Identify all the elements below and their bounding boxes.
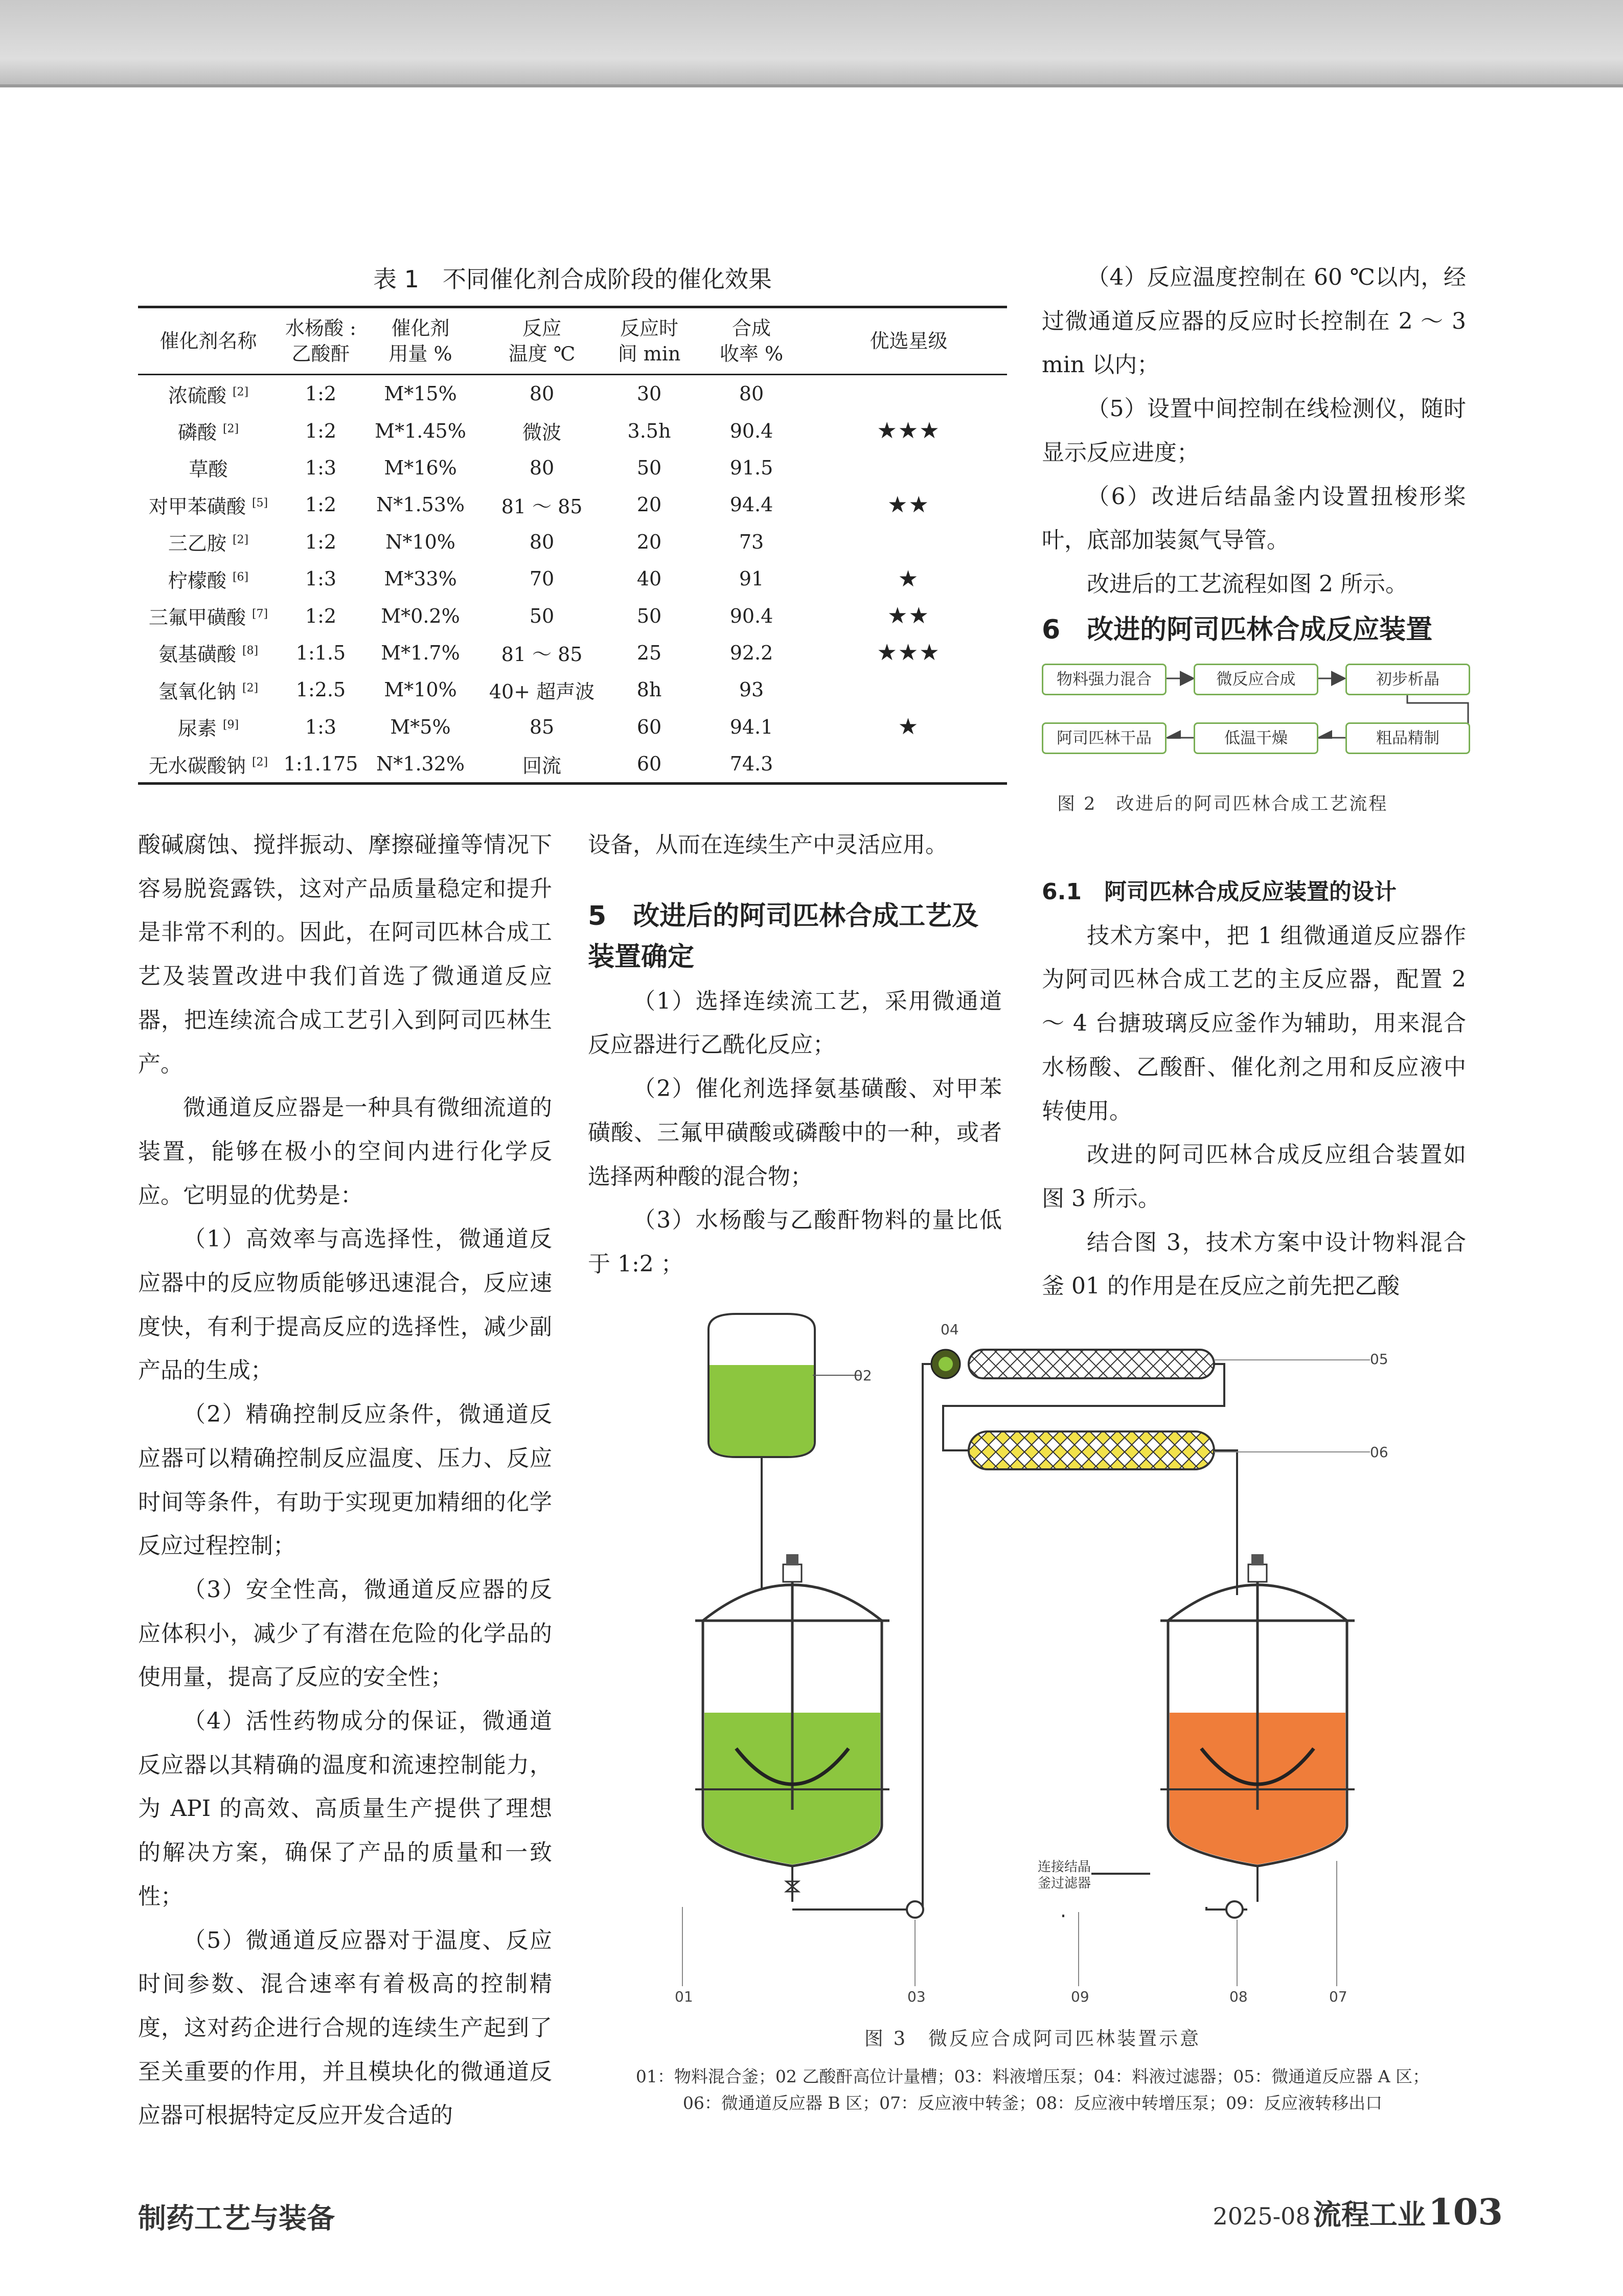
table-cell-time [606, 449, 693, 486]
cell-text: 无水碳酸钠 [148, 754, 246, 777]
cell-text: N*10% [385, 530, 455, 553]
reactor-zone-a [969, 1350, 1214, 1378]
header-text: 催化剂名称 [159, 330, 257, 352]
table-header-row [138, 307, 1007, 375]
left-column [138, 823, 552, 2138]
table-cell-name [138, 671, 279, 708]
table-cell-amount [363, 560, 478, 597]
cell-text: 1:2.5 [295, 678, 346, 701]
table-cell-yield [693, 597, 810, 634]
table-cell-temp [478, 375, 606, 413]
transfer-pump-icon [1226, 1901, 1243, 1918]
table-cell-stars [810, 560, 1007, 597]
cell-text: 73 [739, 530, 764, 553]
table-cell-temp [478, 449, 606, 486]
cell-text: 85 [529, 715, 555, 738]
table-cell-name [138, 709, 279, 745]
table-cell-temp [478, 524, 606, 560]
paragraph: 酸碱腐蚀、搅拌振动、摩擦碰撞等情况下容易脱瓷露铁，这对产品质量稳定和提升是非常不利的。因此，在阿司匹林合成工艺及装置改进中我们首选了微通道反应器，把连续流合成工艺引入到阿司匹林生产。 [138, 832, 552, 1077]
table-cell-temp [478, 745, 606, 784]
right-column-bottom [1042, 864, 1466, 1308]
cell-text: 92.2 [729, 641, 773, 664]
cell-text: 1:3 [305, 567, 337, 590]
paragraph: （1）选择连续流工艺，采用微通道反应器进行乙酰化反应； [588, 988, 1002, 1058]
cell-text: M*33% [384, 567, 457, 590]
rating-stars: ★★ [887, 491, 930, 518]
table-cell-amount [363, 709, 478, 745]
paragraph: 技术方案中，把 1 组微通道反应器作为阿司匹林合成工艺的主反应器，配置 2 ～ 4 台搪玻璃反应釜作为辅助，用来混合水杨酸、乙酸酐、催化剂之用和反应液中转使用。 [1042, 922, 1466, 1124]
mid-items [588, 980, 1002, 1286]
label-06: 06 [1370, 1444, 1388, 1461]
table-cell-time [606, 486, 693, 523]
table-cell-temp [478, 486, 606, 523]
label-09: 09 [1071, 1988, 1089, 2005]
cell-text: 1:1.175 [283, 753, 358, 776]
table-row [138, 486, 1007, 523]
label-03: 03 [907, 1988, 926, 2005]
cell-text: 94.1 [729, 715, 773, 738]
cell-text: 30 [636, 382, 662, 405]
cell-text: 93 [739, 678, 764, 701]
fig2-caption: 图 2 改进后的阿司匹林合成工艺流程 [1057, 794, 1388, 814]
table-cell-name [138, 745, 279, 784]
cell-text: M*16% [384, 456, 457, 479]
paragraph: （1）高效率与高选择性，微通道反应器中的反应物质能够迅速混合，反应速度快，有利于提高反应的选择性，减少副产品的生成； [138, 1226, 552, 1384]
table-cell-name [138, 634, 279, 671]
middle-column [588, 823, 1002, 1286]
cell-text: 回流 [522, 754, 561, 777]
table-cell-name [138, 449, 279, 486]
cell-text: N*1.53% [376, 493, 465, 516]
paragraph: （4）反应温度控制在 60 ℃以内，经过微通道反应器的反应时长控制在 2 ～ 3 min 以内； [1042, 264, 1466, 378]
table-cell-amount [363, 671, 478, 708]
table-cell-temp [478, 412, 606, 449]
paragraph: （2）精确控制反应条件，微通道反应器可以精确控制反应温度、压力、反应时间等条件，有助于实现更加精细的化学反应过程控制； [138, 1401, 552, 1559]
cell-text: 60 [636, 753, 662, 776]
citation-ref: [2] [222, 422, 239, 436]
cell-text: 94.4 [729, 493, 773, 516]
table-cell-ratio [279, 486, 363, 523]
label-02: 02 [854, 1367, 872, 1384]
table-header-cell [138, 307, 279, 375]
table-header-cell [606, 307, 693, 375]
table-row [138, 634, 1007, 671]
paragraph: （3）水杨酸与乙酸酐物料的量比低于 1:2 ； [588, 1207, 1002, 1277]
cell-text: 70 [529, 567, 555, 590]
header-text: 收率 % [719, 343, 784, 365]
cell-text: 三氟甲磺酸 [148, 606, 246, 629]
header-text: 反应时 [620, 317, 678, 339]
table-cell-temp [478, 597, 606, 634]
table-cell-time [606, 375, 693, 413]
subsection-6-1-heading: 6.1 阿司匹林合成反应装置的设计 [1042, 879, 1397, 905]
cell-text: 氢氧化钠 [158, 680, 236, 703]
table-cell-yield [693, 709, 810, 745]
catalyst-table [138, 306, 1007, 785]
table-cell-time [606, 634, 693, 671]
table-cell-temp [478, 560, 606, 597]
table-cell-ratio [279, 745, 363, 784]
table-cell-time [606, 745, 693, 784]
legend-line-1: 01：物料混合釜；02 乙酸酐高位计量槽；03：料液增压泵；04：料液过滤器；05：微通道反应器 A 区； [635, 2066, 1430, 2086]
table-cell-stars [810, 745, 1007, 784]
header-text: 合成 [732, 317, 771, 339]
cell-text: 60 [636, 715, 662, 738]
flow-step-low-temp-drying: 低温干燥 [1194, 722, 1318, 754]
table-cell-name [138, 560, 279, 597]
paragraph: 微通道反应器是一种具有微细流道的装置，能够在极小的空间内进行化学反应。它明显的优势是： [138, 1095, 552, 1209]
table-row [138, 709, 1007, 745]
cell-text: 3.5h [627, 419, 671, 442]
cell-text: 1:2 [305, 493, 337, 516]
citation-ref: [5] [252, 496, 268, 510]
cell-text: 20 [636, 493, 662, 516]
mid-paragraph: 设备，从而在连续生产中灵活应用。 [588, 832, 948, 858]
cell-text: 尿素 [177, 717, 217, 740]
citation-ref: [2] [252, 755, 268, 768]
table-cell-time [606, 709, 693, 745]
table-cell-time [606, 524, 693, 560]
table-cell-yield [693, 524, 810, 560]
paragraph: 结合图 3，技术方案中设计物料混合釜 01 的作用是在反应之前先把乙酸 [1042, 1229, 1466, 1300]
cell-text: 74.3 [729, 753, 773, 776]
table-cell-ratio [279, 412, 363, 449]
cell-text: 微波 [522, 421, 561, 444]
cell-text: 50 [529, 604, 555, 627]
table-cell-yield [693, 671, 810, 708]
cell-text: 氨基磺酸 [158, 643, 236, 666]
cell-text: 90.4 [729, 419, 773, 442]
top-banner [0, 0, 1623, 84]
table-cell-stars [810, 375, 1007, 413]
table-cell-amount [363, 745, 478, 784]
paragraph: （5）设置中间控制在线检测仪，随时显示反应进度； [1042, 396, 1466, 466]
header-text: 反应 [522, 317, 561, 339]
table-cell-stars [810, 524, 1007, 560]
cell-text: 1:3 [305, 715, 337, 738]
journal-title: 流程工业 [1313, 2198, 1426, 2231]
header-text: 水杨酸 : [285, 317, 356, 339]
table-header-cell [279, 307, 363, 375]
table-cell-temp [478, 709, 606, 745]
table-row [138, 449, 1007, 486]
table-cell-ratio [279, 524, 363, 560]
table-cell-name [138, 412, 279, 449]
table-cell-name [138, 486, 279, 523]
cell-text: 1:2 [305, 382, 337, 405]
feed-pump-icon [907, 1901, 923, 1918]
cell-text: 1:3 [305, 456, 337, 479]
paragraph: （5）微通道反应器对于温度、反应时间参数、混合速率有着极高的控制精度，这对药企进行合规的连续生产起到了至关重要的作用，并且模块化的微通道反应器可根据特定反应开发合适的 [138, 1927, 552, 2129]
cell-text: M*1.45% [375, 419, 466, 442]
cell-text: 磷酸 [177, 421, 217, 444]
table-cell-amount [363, 524, 478, 560]
rating-stars: ★ [898, 565, 920, 592]
cell-text: 1:2 [305, 419, 337, 442]
cell-text: 80 [529, 456, 555, 479]
header-text: 温度 ℃ [508, 343, 576, 365]
paragraph: （2）催化剂选择氨基磺酸、对甲苯磺酸、三氟甲磺酸或磷酸中的一种，或者选择两种酸的混合物； [588, 1076, 1002, 1190]
figure-2 [1042, 662, 1471, 814]
rating-stars: ★★ [887, 603, 930, 629]
paragraph: 改进的阿司匹林合成反应组合装置如图 3 所示。 [1042, 1142, 1466, 1212]
rating-stars: ★★★ [877, 418, 941, 444]
table-row [138, 560, 1007, 597]
table-cell-amount [363, 449, 478, 486]
cell-text: 对甲苯磺酸 [148, 495, 246, 518]
right-items [1042, 256, 1466, 606]
cell-text: 1:2 [305, 530, 337, 553]
table-cell-ratio [279, 709, 363, 745]
cell-text: M*10% [384, 678, 457, 701]
flow-step-dry-product: 阿司匹林干品 [1042, 722, 1167, 754]
cell-text: 50 [636, 456, 662, 479]
table-cell-time [606, 412, 693, 449]
citation-ref: [7] [252, 607, 268, 621]
fig3-caption: 图 3 微反应合成阿司匹林装置示意 [864, 2028, 1201, 2050]
paragraph: （6）改进后结晶釜内设置扭梭形桨叶，底部加装氮气导管。 [1042, 483, 1466, 554]
cell-text: 20 [636, 530, 662, 553]
table-cell-stars [810, 449, 1007, 486]
table-cell-stars [810, 634, 1007, 671]
cell-text: 1:1.5 [295, 641, 346, 664]
flow-step-crystallization: 初步析晶 [1345, 664, 1470, 695]
cell-text: 90.4 [729, 604, 773, 627]
cell-text: 91.5 [729, 456, 773, 479]
label-07: 07 [1329, 1988, 1347, 2005]
flow-step-mixing: 物料强力混合 [1042, 664, 1167, 695]
table-header-cell [478, 307, 606, 375]
citation-ref: [9] [222, 718, 239, 732]
cell-text: 91 [739, 567, 764, 590]
cell-text: 1:2 [305, 604, 337, 627]
cell-text: 80 [529, 530, 555, 553]
table-cell-yield [693, 449, 810, 486]
table-row [138, 412, 1007, 449]
journal-section-name: 制药工艺与装备 [138, 2201, 335, 2235]
cell-text: 81 ～ 85 [501, 643, 583, 666]
flow-step-refining: 粗品精制 [1345, 722, 1470, 754]
paragraph: 改进后的工艺流程如图 2 所示。 [1087, 571, 1408, 597]
top-banner-rule [0, 84, 1623, 87]
table-cell-amount [363, 634, 478, 671]
table-cell-stars [810, 671, 1007, 708]
table-cell-yield [693, 560, 810, 597]
mixing-vessel [695, 1554, 889, 1902]
transfer-vessel [1160, 1554, 1355, 1902]
table-cell-ratio [279, 634, 363, 671]
cell-text: M*0.2% [381, 604, 460, 627]
cell-text: 25 [636, 641, 662, 664]
table-row [138, 671, 1007, 708]
citation-ref: [6] [232, 570, 249, 583]
table-caption: 表 1 不同催化剂合成阶段的催化效果 [373, 265, 772, 293]
table-cell-amount [363, 412, 478, 449]
table-cell-ratio [279, 671, 363, 708]
table-cell-yield [693, 375, 810, 413]
table-cell-amount [363, 597, 478, 634]
table-cell-time [606, 597, 693, 634]
cell-text: N*1.32% [376, 753, 465, 776]
table-cell-stars [810, 709, 1007, 745]
table-cell-name [138, 597, 279, 634]
cell-text: 三乙胺 [168, 532, 226, 555]
table-row [138, 524, 1007, 560]
table-cell-temp [478, 671, 606, 708]
table-body [138, 375, 1007, 784]
header-text: 优选星级 [870, 330, 948, 352]
table-cell-ratio [279, 375, 363, 413]
header-text: 乙酸酐 [291, 343, 350, 365]
header-text: 催化剂 [391, 317, 450, 339]
table-header-cell [810, 307, 1007, 375]
cell-text: 50 [636, 604, 662, 627]
section-5-heading: 5 改进后的阿司匹林合成工艺及装置确定 [588, 900, 979, 972]
label-05: 05 [1370, 1351, 1388, 1368]
citation-ref: [8] [242, 644, 259, 657]
page-footer [1079, 2191, 1503, 2233]
cell-text: 柠檬酸 [168, 569, 226, 592]
right-column-top [1042, 256, 1466, 652]
table-header-cell [693, 307, 810, 375]
table-cell-yield [693, 745, 810, 784]
table-cell-amount [363, 375, 478, 413]
legend-line-2: 06：微通道反应器 B 区；07：反应液中转釜；08：反应液中转增压泵；09：反应液转移出口 [682, 2093, 1383, 2113]
cell-text: M*5% [390, 715, 451, 738]
cell-text: 40+ 超声波 [489, 680, 595, 703]
paragraph: （3）安全性高，微通道反应器的反应体积小，减少了有潜在危险的化学品的使用量，提高了反应的安全性； [138, 1576, 552, 1691]
table-cell-time [606, 671, 693, 708]
table-row [138, 745, 1007, 784]
flow-step-microreaction: 微反应合成 [1194, 664, 1318, 695]
label-01: 01 [675, 1988, 693, 2005]
issue-date: 2025-08 [1213, 2202, 1311, 2230]
label-08: 08 [1229, 1988, 1248, 2005]
cell-text: 草酸 [189, 458, 228, 481]
table-cell-ratio [279, 597, 363, 634]
citation-ref: [2] [232, 533, 249, 547]
rating-stars: ★ [898, 714, 920, 740]
table-cell-yield [693, 486, 810, 523]
table-header-cell [363, 307, 478, 375]
table-cell-ratio [279, 449, 363, 486]
table-cell-yield [693, 412, 810, 449]
table-row [138, 375, 1007, 413]
table-row [138, 597, 1007, 634]
section-6-heading: 6 改进的阿司匹林合成反应装置 [1042, 614, 1433, 645]
filter [931, 1350, 960, 1378]
cell-text: 8h [636, 678, 662, 701]
table-cell-yield [693, 634, 810, 671]
label-04: 04 [941, 1321, 959, 1338]
outlet-label-1: 连接结晶 [1038, 1859, 1091, 1875]
outlet-label-2: 釜过滤器 [1038, 1876, 1091, 1891]
table-cell-ratio [279, 560, 363, 597]
header-text: 用量 % [388, 343, 452, 365]
table-cell-name [138, 524, 279, 560]
cell-text: 80 [739, 382, 764, 405]
cell-text: 81 ～ 85 [501, 495, 583, 518]
citation-ref: [2] [242, 681, 259, 695]
table-cell-stars [810, 412, 1007, 449]
anhydride-tank [708, 1314, 861, 1603]
page-number: 103 [1428, 2191, 1503, 2233]
table-cell-stars [810, 597, 1007, 634]
citation-ref: [2] [232, 385, 249, 399]
right-paragraphs [1042, 914, 1466, 1308]
cell-text: M*1.7% [381, 641, 460, 664]
paragraph: （4）活性药物成分的保证，微通道反应器以其精确的温度和流速控制能力，为 API 的高效、高质量生产提供了理想的解决方案，确保了产品的质量和一致性； [138, 1708, 552, 1909]
fig3-legend [593, 2063, 1472, 2117]
table-cell-stars [810, 486, 1007, 523]
table-cell-time [606, 560, 693, 597]
reactor-zone-b [969, 1431, 1214, 1469]
cell-text: 40 [636, 567, 662, 590]
figure-3-apparatus [588, 1309, 1472, 2019]
table-cell-temp [478, 634, 606, 671]
cell-text: M*15% [384, 382, 457, 405]
rating-stars: ★★★ [877, 640, 941, 666]
cell-text: 浓硫酸 [168, 384, 226, 407]
table-cell-name [138, 375, 279, 413]
header-text: 间 min [618, 343, 681, 365]
cell-text: 80 [529, 382, 555, 405]
table-cell-amount [363, 486, 478, 523]
